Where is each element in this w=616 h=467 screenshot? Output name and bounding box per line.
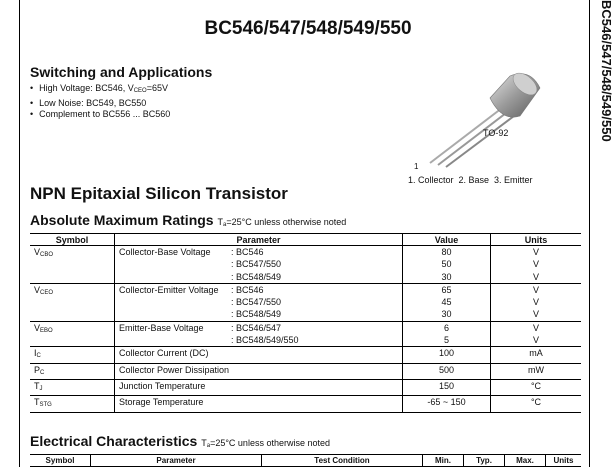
ec-col-max: Max.: [505, 455, 546, 467]
unit-item: V: [532, 271, 539, 282]
amr-value: [403, 283, 491, 321]
amr-parameter: [115, 347, 403, 363]
symbol-subscript: CEO: [40, 289, 54, 296]
amr-units: [491, 321, 582, 347]
feature-item: • Low Noise: BC549, BC550: [30, 98, 170, 110]
amr-units: [491, 379, 582, 395]
absolute-max-ratings-table: [30, 233, 581, 413]
amr-value: [403, 379, 491, 395]
amr-parameter: [115, 396, 403, 412]
value-item: 30: [441, 271, 452, 282]
col-units: Units: [491, 234, 582, 246]
unit-item: V: [532, 297, 539, 308]
device-title: NPN Epitaxial Silicon Transistor: [30, 184, 288, 203]
device-variant: : BC547/550: [231, 259, 282, 270]
amr-row: [30, 321, 581, 347]
value-item: 150: [438, 380, 455, 391]
amr-symbol: [30, 321, 115, 347]
symbol-subscript: STG: [39, 402, 52, 409]
amr-heading-text: Absolute Maximum Ratings: [30, 212, 214, 228]
amr-symbol: [30, 363, 115, 379]
feature-item: • High Voltage: BC546, VCEO=65V: [30, 83, 170, 98]
parameter-name: Emitter-Base Voltage: [119, 322, 204, 333]
unit-item: °C: [530, 397, 542, 408]
side-tab-label: BC546/547/548/549/550: [599, 0, 614, 142]
device-variant: : BC548/549: [231, 309, 282, 320]
device-variant: : BC547/550: [231, 297, 282, 308]
amr-units: [491, 347, 582, 363]
unit-item: V: [532, 322, 539, 333]
amr-row: [30, 379, 581, 395]
value-item: 50: [441, 259, 452, 270]
package-diagram: [398, 70, 568, 185]
amr-value: [403, 396, 491, 412]
symbol-main: T: [34, 380, 40, 391]
value-item: 6: [443, 322, 449, 333]
ec-col-units: Units: [546, 455, 582, 467]
amr-symbol: [30, 246, 115, 284]
amr-parameter: [115, 321, 403, 347]
value-item: 5: [443, 335, 449, 346]
device-variant: : BC548/549/550: [231, 335, 299, 346]
to92-package-icon: [398, 70, 568, 170]
feature-item: • Complement to BC556 ... BC560: [30, 109, 170, 121]
amr-symbol: [30, 396, 115, 412]
col-symbol: Symbol: [30, 234, 115, 246]
amr-row: [30, 347, 581, 363]
ec-header-row: [30, 455, 581, 467]
value-item: 80: [441, 247, 452, 257]
unit-item: V: [532, 247, 539, 257]
ec-col-test-condition: Test Condition: [262, 455, 423, 467]
unit-item: V: [532, 309, 539, 320]
amr-value: [403, 246, 491, 284]
feature-subscript: CEO: [133, 88, 147, 94]
value-item: -65 ~ 150: [427, 397, 466, 408]
symbol-subscript: EBO: [40, 327, 53, 334]
unit-item: V: [532, 335, 539, 346]
value-item: 100: [438, 348, 455, 359]
amr-symbol: [30, 283, 115, 321]
amr-units: [491, 246, 582, 284]
amr-value: [403, 363, 491, 379]
ec-heading-text: Electrical Characteristics: [30, 433, 198, 449]
amr-units: [491, 396, 582, 412]
ec-condition: Ta=25°C unless otherwise noted: [201, 438, 330, 449]
unit-item: mW: [528, 364, 544, 375]
parameter-name: Collector-Base Voltage: [119, 247, 211, 257]
unit-item: mA: [529, 348, 543, 359]
amr-parameter: [115, 246, 403, 284]
switching-heading: Switching and Applications: [30, 64, 213, 80]
symbol-main: V: [34, 322, 41, 333]
amr-symbol: [30, 347, 115, 363]
symbol-subscript: CBO: [40, 252, 54, 258]
amr-value: [403, 321, 491, 347]
ec-col-min: Min.: [423, 455, 464, 467]
device-variant: : BC546: [231, 247, 264, 257]
electrical-characteristics-table: [30, 454, 581, 467]
parameter-name: Storage Temperature: [119, 397, 204, 408]
col-value: Value: [403, 234, 491, 246]
page-title: BC546/547/548/549/550: [204, 18, 412, 39]
unit-item: °C: [530, 380, 542, 391]
unit-item: V: [532, 284, 539, 295]
symbol-main: T: [34, 397, 40, 408]
amr-symbol: [30, 379, 115, 395]
symbol-subscript: C: [40, 369, 45, 376]
value-item: 45: [441, 297, 452, 308]
amr-header-row: [30, 234, 581, 246]
amr-row: [30, 396, 581, 412]
symbol-subscript: C: [36, 353, 41, 360]
amr-row: [30, 363, 581, 379]
amr-parameter: [115, 379, 403, 395]
symbol-subscript: J: [39, 385, 43, 392]
amr-row: [30, 246, 581, 284]
parameter-name: Junction Temperature: [119, 380, 206, 391]
amr-units: [491, 283, 582, 321]
col-parameter: Parameter: [115, 234, 403, 246]
symbol-main: V: [34, 247, 41, 257]
amr-heading: [30, 212, 346, 228]
amr-value: [403, 347, 491, 363]
parameter-name: Collector Power Dissipation: [119, 364, 230, 375]
pin-legend: 1. Collector 2. Base 3. Emitter: [408, 175, 533, 185]
amr-parameter: [115, 283, 403, 321]
symbol-main: I: [34, 348, 37, 359]
symbol-main: V: [34, 284, 41, 295]
features-list: [30, 83, 170, 121]
symbol-main: P: [34, 364, 41, 375]
value-item: 500: [438, 364, 455, 375]
ec-col-symbol: Symbol: [30, 455, 91, 467]
amr-units: [491, 363, 582, 379]
parameter-name: Collector-Emitter Voltage: [119, 284, 219, 295]
amr-row: [30, 283, 581, 321]
device-variant: : BC548/549: [231, 271, 282, 282]
unit-item: V: [532, 259, 539, 270]
pin1-label: 1: [414, 162, 419, 171]
amr-parameter: [115, 363, 403, 379]
device-variant: : BC546/547: [231, 322, 282, 333]
device-variant: : BC546: [231, 284, 264, 295]
ec-col-parameter: Parameter: [91, 455, 262, 467]
value-item: 30: [441, 309, 452, 320]
ec-heading: [30, 433, 330, 449]
parameter-name: Collector Current (DC): [119, 348, 209, 359]
value-item: 65: [441, 284, 452, 295]
amr-condition: Ta=25°C unless otherwise noted: [217, 217, 347, 228]
ec-col-typ: Typ.: [464, 455, 505, 467]
package-name: TO-92: [483, 128, 509, 138]
